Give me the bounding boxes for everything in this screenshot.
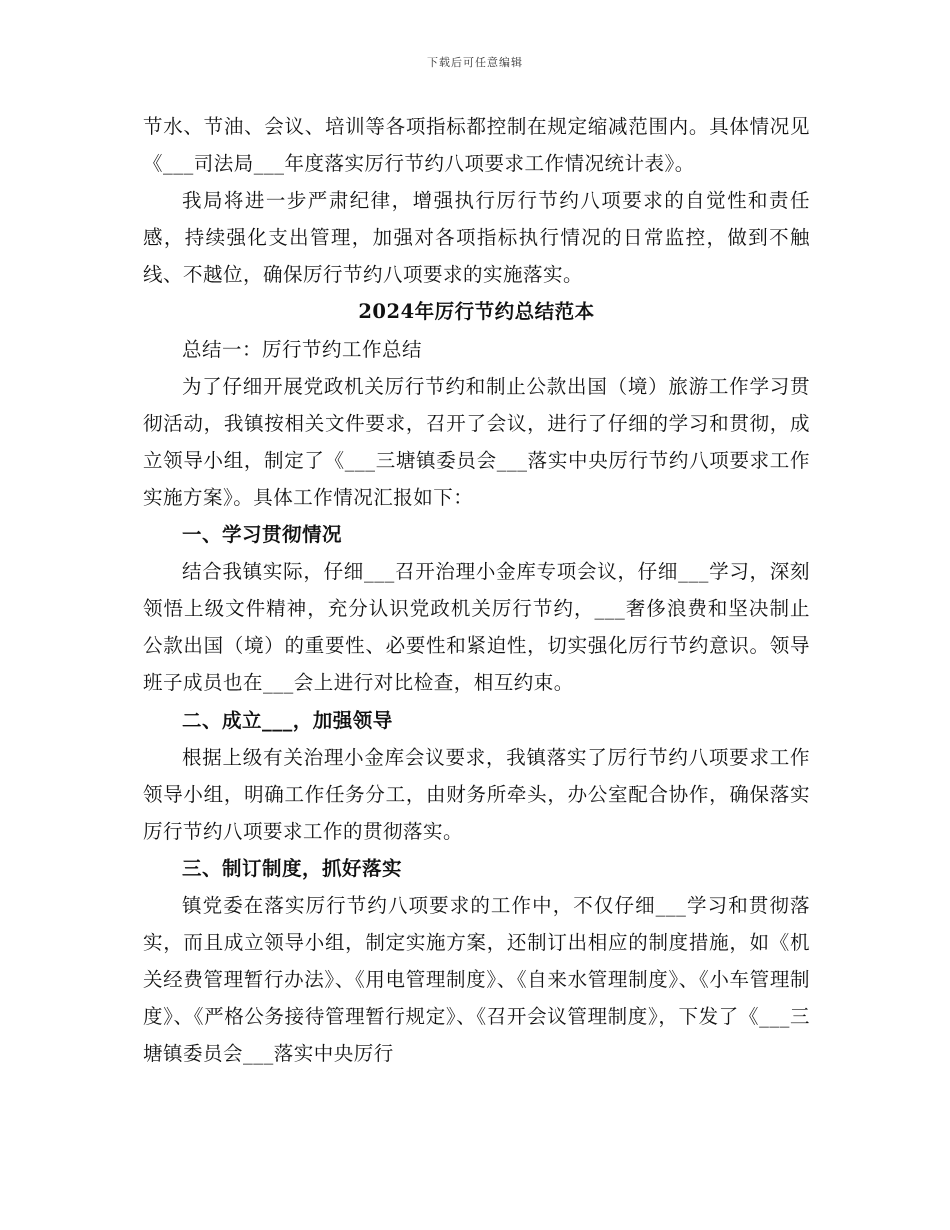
paragraph: 总结一：厉行节约工作总结 [182, 337, 423, 361]
section-heading: 三、制订制度，抓好落实 [182, 856, 403, 880]
page-header: 下载后可任意编辑 [427, 56, 523, 69]
document-title: 2024年厉行节约总结范本 [358, 300, 595, 324]
paragraph: 节水、节油、会议、培训等各项指标都控制在规定缩减范围内。具体情况见《___司法局___年度落实厉行节约八项要求工作情况统计表》。 [143, 115, 810, 176]
section-heading: 二、成立___，加强领导 [182, 708, 393, 732]
paragraph: 为了仔细开展党政机关厉行节约和制止公款出国（境）旅游工作学习贯彻活动，我镇按相关文件要求，召开了会议，进行了仔细的学习和贯彻，成立领导小组，制定了《___三塘镇委员会___落实中央厉行节约八项要求工作实施方案》。具体工作情况汇报如下： [143, 374, 810, 509]
section-heading: 一、学习贯彻情况 [182, 523, 343, 547]
document-body [143, 108, 810, 1072]
paragraph: 我局将进一步严肃纪律，增强执行厉行节约八项要求的自觉性和责任感，持续强化支出管理，加强对各项指标执行情况的日常监控，做到不触线、不越位，确保厉行节约八项要求的实施落实。 [143, 189, 810, 287]
paragraph: 镇党委在落实厉行节约八项要求的工作中，不仅仔细___学习和贯彻落实，而且成立领导小组，制定实施方案，还制订出相应的制度措施，如《机关经费管理暂行办法》、《用电管理制度》、《自来水管理制度》、《小车管理制度》、《严格公务接待管理暂行规定》、《召开会议管理制度》，下发了《___三塘镇委员会___落实中央厉行 [143, 893, 810, 1066]
paragraph: 结合我镇实际，仔细___召开治理小金库专项会议，仔细___学习，深刻领悟上级文件精神，充分认识党政机关厉行节约，___奢侈浪费和坚决制止公款出国（境）的重要性、必要性和紧迫性，切实强化厉行节约意识。领导班子成员也在___会上进行对比检查，相互约束。 [143, 560, 810, 695]
paragraph: 根据上级有关治理小金库会议要求，我镇落实了厉行节约八项要求工作领导小组，明确工作任务分工，由财务所牵头，办公室配合协作，确保落实厉行节约八项要求工作的贯彻落实。 [143, 745, 810, 843]
